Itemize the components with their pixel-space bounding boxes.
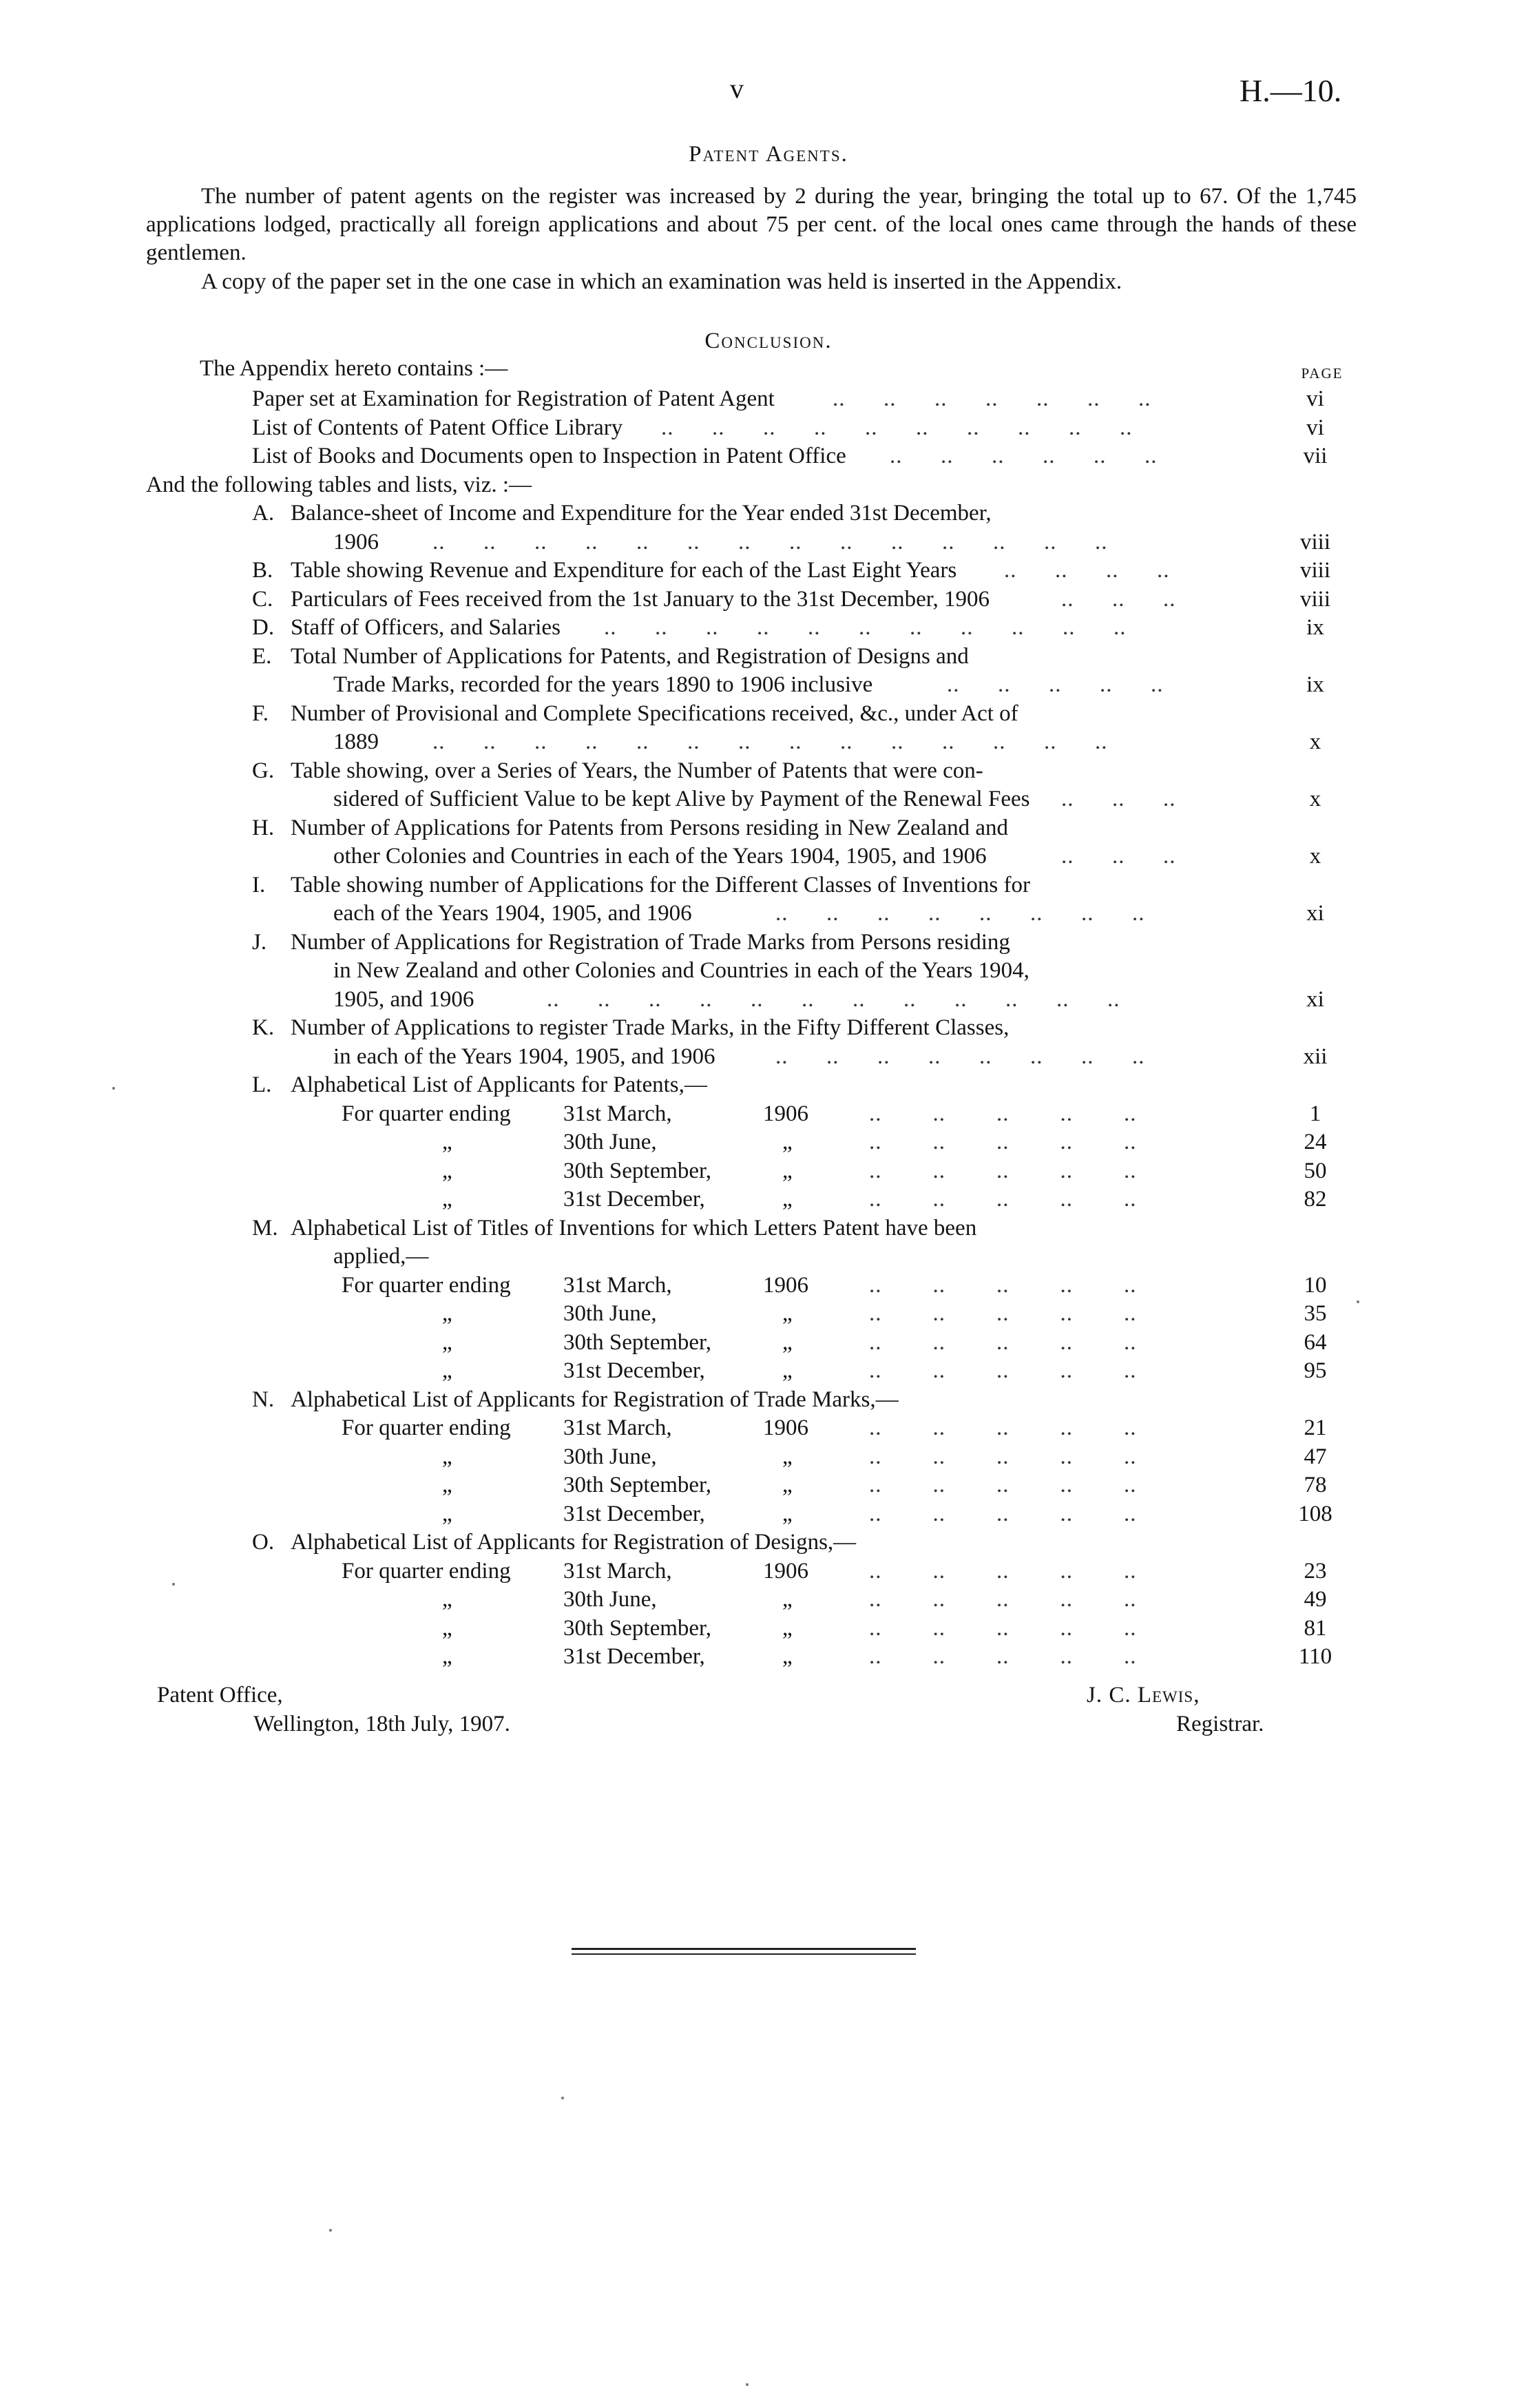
table-title-line: Table showing Revenue and Expenditure for each of the Last Eight Years — [291, 558, 957, 583]
dot-leader: .. .. .. .. .. — [869, 1558, 1137, 1584]
page-number: v — [730, 73, 744, 104]
patent-agents-paragraph-2 — [146, 268, 1357, 296]
dot-leader: .. .. .. .. .. .. .. .. .. .. .. .. .. .. — [432, 729, 1108, 754]
quarter-page: 1 — [1309, 1101, 1321, 1126]
table-title-line: other Colonies and Countries in each of the Years 1904, 1905, and 1906 — [333, 844, 987, 869]
table-letter: D. — [252, 615, 275, 640]
quarter-year: „ — [782, 1130, 793, 1154]
list-title-line: Alphabetical List of Applicants for Registration of Designs,— — [291, 1530, 857, 1555]
table-title-line: 1889 — [333, 729, 379, 754]
dot-leader: .. .. .. .. .. .. .. .. .. .. — [661, 415, 1133, 440]
table-page: ix — [1306, 615, 1324, 640]
table-title-line: Table showing number of Applications for the Different Classes of Inventions for — [291, 872, 1030, 897]
appendix-item-page: vi — [1306, 415, 1324, 440]
quarter-page: 35 — [1304, 1301, 1327, 1326]
quarter-date: 31st March, — [563, 1415, 672, 1440]
quarter-prefix: „ — [442, 1301, 452, 1326]
appendix-intro: The Appendix hereto contains :— — [200, 356, 508, 381]
table-title-line: Total Number of Applications for Patents, and Registration of Designs and — [291, 643, 969, 669]
quarter-prefix: For quarter ending — [342, 1101, 511, 1126]
tables-intro: And the following tables and lists, viz. :— — [146, 472, 532, 497]
table-page: x — [1309, 844, 1321, 869]
dot-leader: .. .. .. .. .. .. .. — [833, 386, 1151, 411]
signature-registrar — [1087, 1681, 1264, 1738]
quarter-date: 31st March, — [563, 1101, 672, 1126]
table-page: xi — [1306, 901, 1324, 926]
dot-leader: .. .. .. .. .. — [869, 1301, 1137, 1326]
patent-agents-paragraph-2-text: A copy of the paper set in the one case in which an examination was held is inserted in the Appendix. — [201, 269, 1122, 294]
appendix-item-page: vi — [1306, 386, 1324, 411]
table-page: xi — [1306, 986, 1324, 1012]
quarter-date: 31st December, — [563, 1187, 705, 1212]
quarter-page: 24 — [1304, 1130, 1327, 1154]
quarter-prefix: „ — [442, 1444, 452, 1469]
table-title-line: Table showing, over a Series of Years, the Number of Patents that were con- — [291, 758, 983, 783]
dot-leader: .. .. .. .. .. — [869, 1615, 1137, 1641]
quarter-page: 108 — [1298, 1501, 1332, 1526]
dot-leader: .. .. .. .. .. — [869, 1587, 1137, 1612]
table-title-line: in New Zealand and other Colonies and Countries in each of the Years 1904, — [333, 958, 1029, 983]
quarter-page: 64 — [1304, 1329, 1327, 1355]
dot-leader: .. .. .. .. .. — [869, 1272, 1137, 1298]
table-title-line: Particulars of Fees received from the 1st January to the 31st December, 1906 — [291, 586, 990, 612]
quarter-page: 10 — [1304, 1272, 1327, 1298]
table-page: viii — [1299, 586, 1330, 612]
table-title-line: Number of Provisional and Complete Specifications received, &c., under Act of — [291, 700, 1018, 726]
table-title-line: each of the Years 1904, 1905, and 1906 — [333, 901, 692, 926]
table-title-line: Trade Marks, recorded for the years 1890 to 1906 inclusive — [333, 672, 873, 697]
table-title-line: 1906 — [333, 529, 379, 554]
list-title-line: Alphabetical List of Titles of Inventions for which Letters Patent have been — [291, 1215, 977, 1241]
dot-leader: .. .. .. .. .. — [869, 1101, 1137, 1126]
conclusion-heading: Conclusion. — [704, 329, 833, 353]
appendix-item: Paper set at Examination for Registration of Patent Agent — [252, 386, 775, 411]
quarter-prefix: „ — [442, 1130, 452, 1154]
quarter-prefix: For quarter ending — [342, 1415, 511, 1440]
dot-leader: .. .. .. .. .. .. .. .. — [775, 901, 1145, 926]
table-page: viii — [1299, 558, 1330, 583]
quarter-date: 30th June, — [563, 1301, 657, 1326]
scan-speck — [1357, 1300, 1359, 1303]
quarter-page: 110 — [1298, 1644, 1332, 1669]
table-letter: I. — [252, 872, 266, 897]
quarter-year: 1906 — [763, 1558, 808, 1584]
quarter-page: 49 — [1304, 1587, 1327, 1612]
quarter-prefix: „ — [442, 1501, 452, 1526]
appendix-item: List of Contents of Patent Office Library — [252, 415, 623, 440]
dot-leader: .. .. .. .. .. — [869, 1473, 1137, 1497]
quarter-year: 1906 — [763, 1101, 808, 1126]
quarter-prefix: „ — [442, 1473, 452, 1497]
place-and-date: Wellington, 18th July, 1907. — [253, 1712, 510, 1736]
table-letter: C. — [252, 586, 273, 612]
quarter-year: „ — [782, 1358, 793, 1383]
quarter-date: 30th June, — [563, 1587, 657, 1612]
table-letter: A. — [252, 501, 275, 526]
quarter-date: 31st December, — [563, 1501, 705, 1526]
appendix-item-page: vii — [1303, 444, 1328, 468]
quarter-year: „ — [782, 1615, 793, 1641]
quarter-year: „ — [782, 1158, 793, 1183]
quarter-prefix: For quarter ending — [342, 1272, 511, 1298]
quarter-year: „ — [782, 1329, 793, 1355]
closing-rule-top — [572, 1948, 916, 1950]
dot-leader: .. .. .. — [1061, 787, 1176, 811]
table-page: x — [1309, 729, 1321, 754]
scan-speck — [561, 2097, 564, 2099]
dot-leader: .. .. .. .. .. .. .. .. — [775, 1044, 1145, 1069]
dot-leader: .. .. .. .. .. — [869, 1130, 1137, 1154]
table-letter: K. — [252, 1015, 275, 1040]
office-name: Patent Office, — [157, 1683, 283, 1708]
quarter-date: 31st March, — [563, 1558, 672, 1584]
table-letter: J. — [252, 929, 267, 955]
table-title-line: Number of Applications to register Trade Marks, in the Fifty Different Classes, — [291, 1015, 1010, 1040]
table-letter: E. — [252, 643, 272, 669]
quarter-year: „ — [782, 1187, 793, 1212]
quarter-year: „ — [782, 1501, 793, 1526]
dot-leader: .. .. .. .. .. — [869, 1415, 1137, 1440]
dot-leader: .. .. .. .. .. — [869, 1444, 1137, 1469]
quarter-page: 82 — [1304, 1187, 1327, 1212]
quarter-date: 30th September, — [563, 1615, 711, 1641]
dot-leader: .. .. .. .. .. — [869, 1358, 1137, 1383]
signature-office — [157, 1681, 510, 1738]
dot-leader: .. .. .. .. .. — [869, 1187, 1137, 1212]
patent-agents-paragraph-1 — [146, 183, 1357, 267]
quarter-date: 31st December, — [563, 1644, 705, 1669]
dot-leader: .. .. .. .. .. — [947, 672, 1164, 697]
scan-speck — [746, 2383, 749, 2386]
quarter-date: 30th June, — [563, 1444, 657, 1469]
scan-speck — [172, 1583, 175, 1586]
table-title-line: 1905, and 1906 — [333, 986, 474, 1012]
quarter-page: 81 — [1304, 1615, 1327, 1641]
list-letter: O. — [252, 1530, 275, 1555]
patent-agents-heading: Patent Agents. — [689, 142, 848, 167]
quarter-prefix: For quarter ending — [342, 1558, 511, 1584]
table-letter: H. — [252, 815, 275, 840]
table-page: ix — [1306, 672, 1324, 697]
quarter-year: „ — [782, 1301, 793, 1326]
list-title-line: Alphabetical List of Applicants for Patents,— — [291, 1072, 707, 1097]
dot-leader: .. .. .. .. .. .. .. .. .. .. .. — [604, 615, 1127, 640]
quarter-year: 1906 — [763, 1415, 808, 1440]
table-title-line: Balance-sheet of Income and Expenditure for the Year ended 31st December, — [291, 501, 992, 526]
quarter-page: 95 — [1304, 1358, 1327, 1383]
document-code: H.—10. — [1240, 73, 1342, 108]
quarter-year: „ — [782, 1444, 793, 1469]
quarter-date: 31st March, — [563, 1272, 672, 1298]
list-title-line: Alphabetical List of Applicants for Registration of Trade Marks,— — [291, 1387, 899, 1412]
table-letter: F. — [252, 700, 269, 726]
list-title-line: applied,— — [333, 1244, 429, 1269]
list-letter: M. — [252, 1215, 278, 1241]
quarter-date: 30th September, — [563, 1329, 711, 1355]
registrar-title: Registrar. — [1176, 1712, 1264, 1736]
quarter-date: 30th September, — [563, 1473, 711, 1497]
quarter-prefix: „ — [442, 1158, 452, 1183]
dot-leader: .. .. .. .. .. .. .. .. .. .. .. .. — [547, 986, 1120, 1012]
registrar-name: J. C. Lewis, — [1087, 1683, 1200, 1708]
quarter-page: 23 — [1304, 1558, 1327, 1584]
list-letter: L. — [252, 1072, 272, 1097]
scan-speck — [329, 2229, 332, 2232]
dot-leader: .. .. .. .. .. — [869, 1501, 1137, 1526]
quarter-date: 30th September, — [563, 1158, 711, 1183]
scan-speck — [112, 1087, 115, 1090]
quarter-prefix: „ — [442, 1587, 452, 1612]
quarter-prefix: „ — [442, 1187, 452, 1212]
quarter-page: 78 — [1304, 1473, 1327, 1497]
quarter-year: „ — [782, 1473, 793, 1497]
table-title-line: Number of Applications for Registration of Trade Marks from Persons residing — [291, 929, 1010, 955]
quarter-year: „ — [782, 1587, 793, 1612]
dot-leader: .. .. .. .. .. .. — [890, 444, 1158, 468]
quarter-prefix: „ — [442, 1644, 452, 1669]
table-title-line: Staff of Officers, and Salaries — [291, 615, 561, 640]
dot-leader: .. .. .. .. .. .. .. .. .. .. .. .. .. .. — [432, 529, 1108, 554]
closing-rule-bottom — [572, 1953, 916, 1955]
quarter-date: 30th June, — [563, 1130, 657, 1154]
quarter-page: 47 — [1304, 1444, 1327, 1469]
dot-leader: .. .. .. .. — [1004, 558, 1170, 583]
table-title-line: in each of the Years 1904, 1905, and 1906 — [333, 1044, 715, 1069]
table-title-line: Number of Applications for Patents from Persons residing in New Zealand and — [291, 815, 1009, 840]
dot-leader: .. .. .. — [1061, 844, 1176, 869]
dot-leader: .. .. .. .. .. — [869, 1644, 1137, 1669]
table-page: viii — [1299, 529, 1330, 554]
table-title-line: sidered of Sufficient Value to be kept Alive by Payment of the Renewal Fees — [333, 787, 1030, 811]
appendix-item: List of Books and Documents open to Inspection in Patent Office — [252, 444, 846, 468]
quarter-prefix: „ — [442, 1329, 452, 1355]
dot-leader: .. .. .. — [1061, 586, 1176, 612]
quarter-page: 21 — [1304, 1415, 1327, 1440]
quarter-year: „ — [782, 1644, 793, 1669]
list-letter: N. — [252, 1387, 275, 1412]
quarter-year: 1906 — [763, 1272, 808, 1298]
quarter-prefix: „ — [442, 1358, 452, 1383]
table-page: x — [1309, 787, 1321, 811]
table-letter: B. — [252, 558, 273, 583]
patent-agents-paragraph-1-text: The number of patent agents on the register was increased by 2 during the year, bringing the total up to 67. Of the 1,745 applications lodged, practically all foreign applications and about 75 per cent. of the local ones came through the hands of these gentlemen. — [146, 184, 1357, 265]
table-page: xii — [1303, 1044, 1328, 1069]
table-letter: G. — [252, 758, 275, 783]
quarter-date: 31st December, — [563, 1358, 705, 1383]
quarter-page: 50 — [1304, 1158, 1327, 1183]
dot-leader: .. .. .. .. .. — [869, 1329, 1137, 1355]
quarter-prefix: „ — [442, 1615, 452, 1641]
dot-leader: .. .. .. .. .. — [869, 1158, 1137, 1183]
page-column-label: PAGE — [1301, 365, 1343, 382]
